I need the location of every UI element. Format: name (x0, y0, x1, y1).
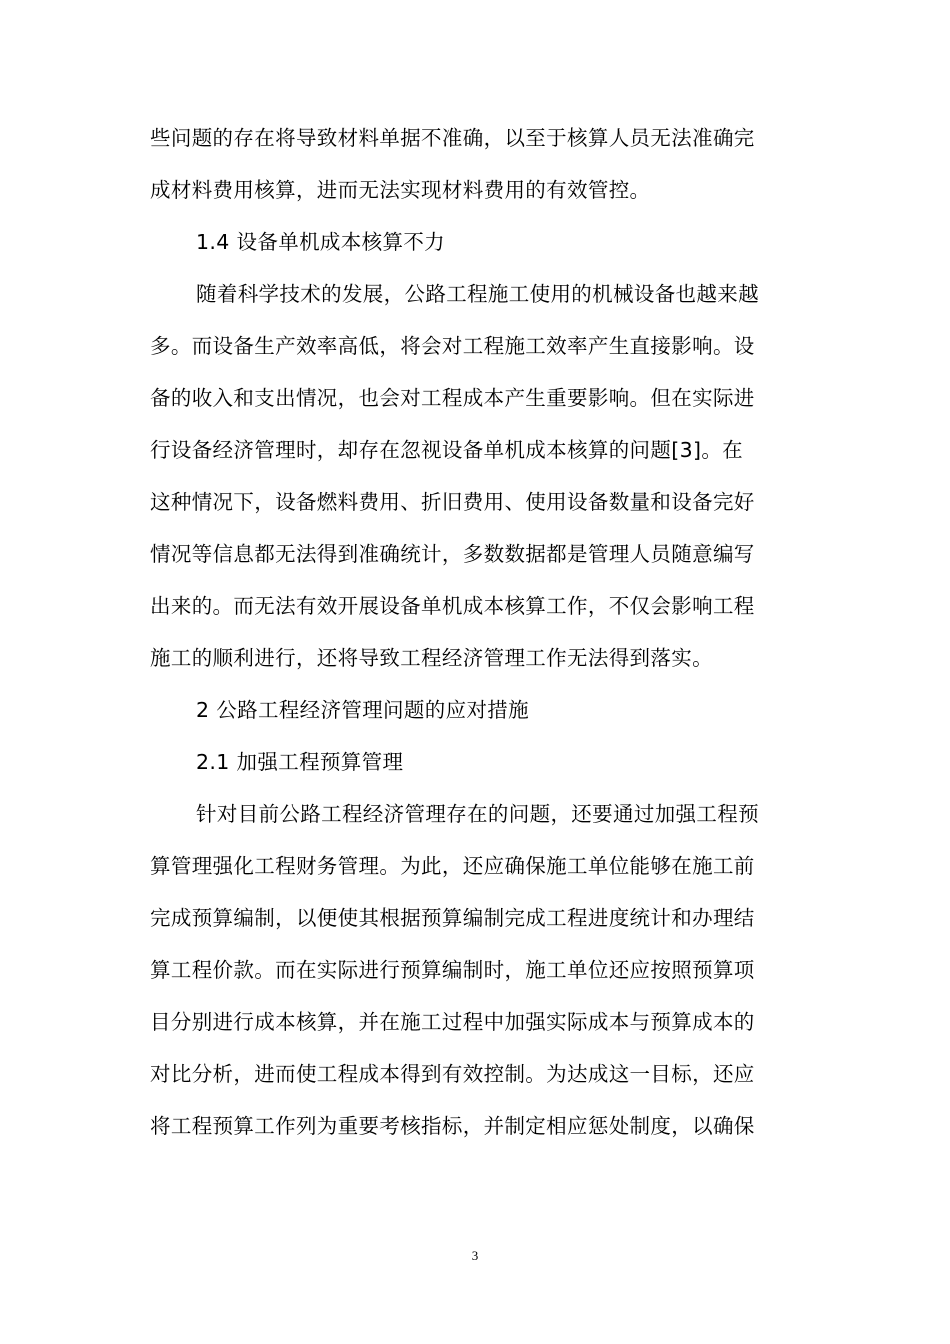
page-number: 3 (471, 1248, 479, 1263)
paragraph-line: 将工程预算工作列为重要考核指标，并制定相应惩处制度，以确保 (150, 1114, 755, 1138)
paragraph-line: 备的收入和支出情况，也会对工程成本产生重要影响。但在实际进 (150, 386, 755, 410)
paragraph-line: 对比分析，进而使工程成本得到有效控制。为达成这一目标，还应 (150, 1062, 755, 1086)
paragraph-line: 施工的顺利进行，还将导致工程经济管理工作无法得到落实。 (150, 646, 713, 670)
section-heading: 2 公路工程经济管理问题的应对措施 (196, 698, 530, 722)
paragraph-line: 成材料费用核算，进而无法实现材料费用的有效管控。 (150, 178, 651, 202)
paragraph-line: 完成预算编制，以便使其根据预算编制完成工程进度统计和办理结 (150, 906, 755, 930)
paragraph-line: 随着科学技术的发展，公路工程施工使用的机械设备也越来越 (196, 282, 759, 306)
paragraph-line: 些问题的存在将导致材料单据不准确，以至于核算人员无法准确完 (150, 126, 755, 150)
paragraph-line: 情况等信息都无法得到准确统计，多数数据都是管理人员随意编写 (150, 542, 755, 566)
paragraph-line: 出来的。而无法有效开展设备单机成本核算工作，不仅会影响工程 (150, 594, 755, 618)
subsection-heading: 2.1 加强工程预算管理 (196, 750, 404, 774)
paragraph-line: 算工程价款。而在实际进行预算编制时，施工单位还应按照预算项 (150, 958, 755, 982)
paragraph-line: 针对目前公路工程经济管理存在的问题，还要通过加强工程预 (196, 802, 759, 826)
paragraph-line: 算管理强化工程财务管理。为此，还应确保施工单位能够在施工前 (150, 854, 755, 878)
paragraph-line: 多。而设备生产效率高低，将会对工程施工效率产生直接影响。设 (150, 334, 755, 358)
section-heading: 1.4 设备单机成本核算不力 (196, 230, 446, 254)
paragraph-line: 行设备经济管理时，却存在忽视设备单机成本核算的问题[3]。在 (150, 438, 744, 462)
paragraph-line: 目分别进行成本核算，并在施工过程中加强实际成本与预算成本的 (150, 1010, 755, 1034)
paragraph-line: 这种情况下，设备燃料费用、折旧费用、使用设备数量和设备完好 (150, 490, 755, 514)
